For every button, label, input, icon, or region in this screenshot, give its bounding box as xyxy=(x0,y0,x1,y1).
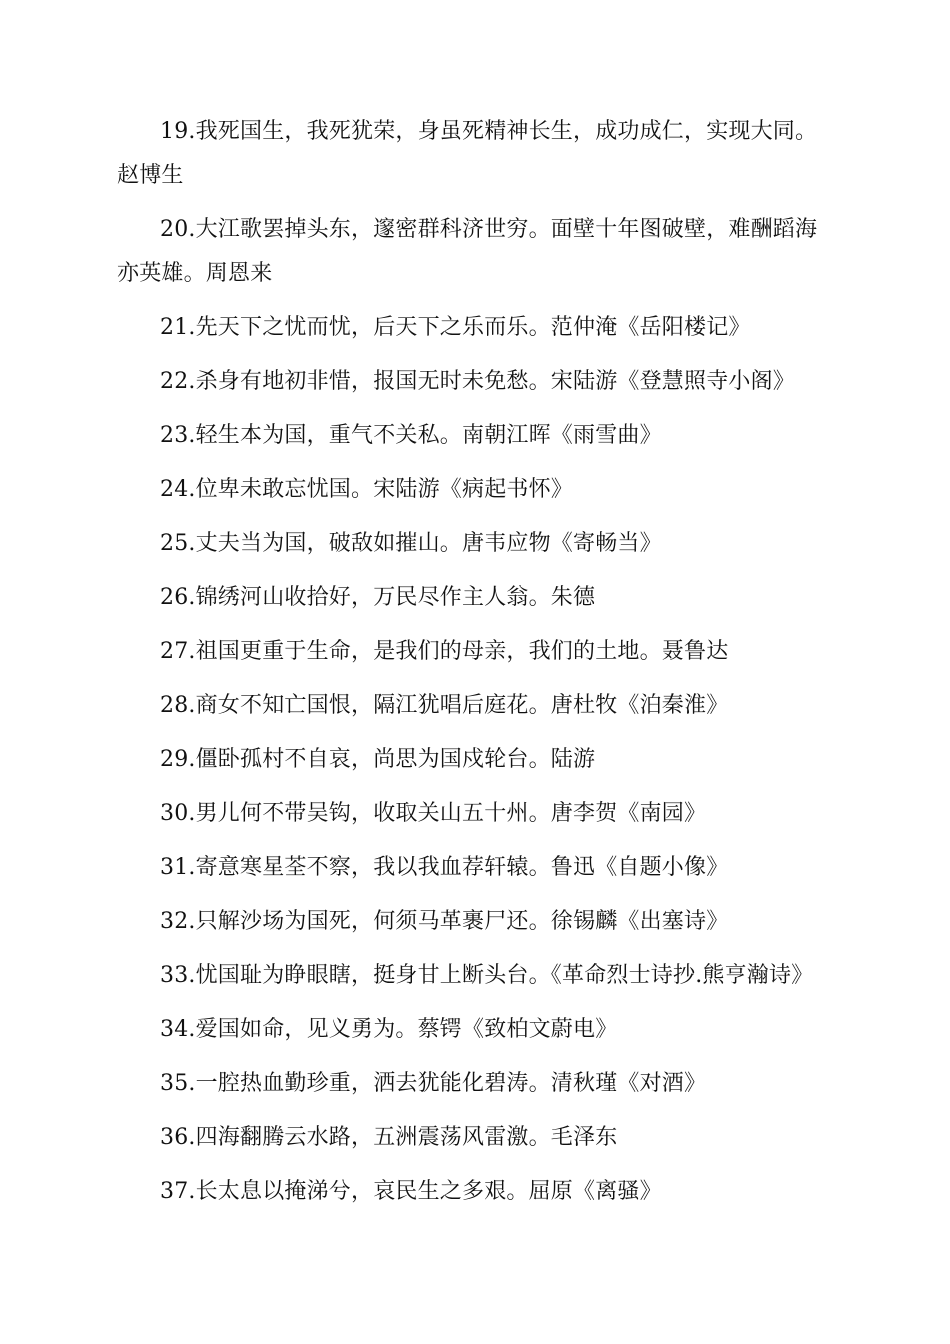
quote-item-32: 32.只解沙场为国死，何须马革裹尸还。徐锡麟《出塞诗》 xyxy=(160,909,729,934)
quote-item-31: 31.寄意寒星荃不察，我以我血荐轩辕。鲁迅《自题小像》 xyxy=(160,855,729,880)
quote-item-36: 36.四海翻腾云水路，五洲震荡风雷激。毛泽东 xyxy=(160,1125,618,1150)
quote-item-25: 25.丈夫当为国，破敌如摧山。唐韦应物《寄畅当》 xyxy=(160,531,662,556)
quote-item-21: 21.先天下之忧而忧，后天下之乐而乐。范仲淹《岳阳楼记》 xyxy=(160,315,751,340)
quote-item-28: 28.商女不知亡国恨，隔江犹唱后庭花。唐杜牧《泊秦淮》 xyxy=(160,693,729,718)
quote-item-33: 33.忧国耻为睁眼瞎，挺身甘上断头台。《革命烈士诗抄.熊亨瀚诗》 xyxy=(160,963,814,988)
quote-item-34: 34.爱国如命，见义勇为。蔡锷《致柏文蔚电》 xyxy=(160,1017,618,1042)
quote-item-19: 19.我死国生，我死犹荣，身虽死精神长生，成功成仁，实现大同。赵博生 xyxy=(117,119,818,188)
quote-item-29: 29.僵卧孤村不自哀，尚思为国戍轮台。陆游 xyxy=(160,747,596,772)
quote-item-26: 26.锦绣河山收拾好，万民尽作主人翁。朱德 xyxy=(160,585,596,610)
quote-item-27: 27.祖国更重于生命，是我们的母亲，我们的土地。聂鲁达 xyxy=(160,639,729,664)
quote-item-20: 20.大江歌罢掉头东，邃密群科济世穷。面壁十年图破壁，难酬蹈海亦英雄。周恩来 xyxy=(117,217,818,286)
quote-item-24: 24.位卑未敢忘忧国。宋陆游《病起书怀》 xyxy=(160,477,573,502)
quote-item-30: 30.男儿何不带吴钩，收取关山五十州。唐李贺《南园》 xyxy=(160,801,707,826)
quote-item-37: 37.长太息以掩涕兮，哀民生之多艰。屈原《离骚》 xyxy=(160,1179,662,1204)
quote-list xyxy=(117,110,829,1224)
quote-item-22: 22.杀身有地初非惜，报国无时未免愁。宋陆游《登慧照寺小阁》 xyxy=(160,369,795,394)
quote-item-35: 35.一腔热血勤珍重，洒去犹能化碧涛。清秋瑾《对酒》 xyxy=(160,1071,707,1096)
quote-item-23: 23.轻生本为国，重气不关私。南朝江晖《雨雪曲》 xyxy=(160,423,662,448)
